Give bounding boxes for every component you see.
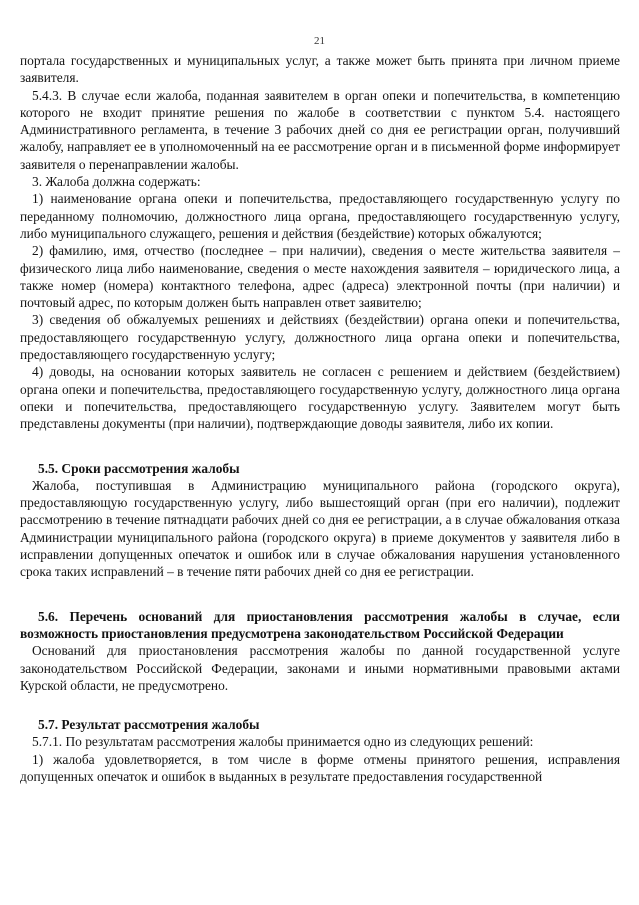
paragraph-3: 3. Жалоба должна содержать: <box>32 174 201 190</box>
paragraph-5-6: Оснований для приостановления рассмотрения жалобы по данной государственной услуге законодательством Российской Федерации, законами и иными нормативными правовыми актами Курской области, не предусмотрено. <box>20 643 620 693</box>
heading-5-5: 5.5. Сроки рассмотрения жалобы <box>38 460 240 476</box>
heading-5-7: 5.7. Результат рассмотрения жалобы <box>38 717 260 733</box>
list-item-3-2: 2) фамилию, имя, отчество (последнее – при наличии), сведения о месте жительства заявителя – физического лица либо наименование, сведения о месте нахождения заявителя – юридического лица, а также номер (номера) контактного телефона, адрес (адреса) электронной почты (при наличии) и почтовый адрес, по которым должен быть направлен ответ заявителю; <box>20 243 620 311</box>
list-item-5-7-1-1: 1) жалоба удовлетворяется, в том числе в форме отмены принятого решения, исправления допущенных опечаток и ошибок в выданных в результате предоставления государственной <box>20 751 620 784</box>
spacer <box>20 581 620 608</box>
page-number: 21 <box>314 35 325 47</box>
paragraph-continuation: портала государственных и муниципальных услуг, а также может быть принята при личном приеме заявителя. <box>20 53 620 86</box>
document-body <box>20 52 620 785</box>
list-item-3-1: 1) наименование органа опеки и попечительства, предоставляющего государственную услугу по переданному полномочию, должностного лица органа, предоставляющего государственную услугу, либо муниципального служащего, решения и действия (бездействие) которых обжалуются; <box>20 191 620 241</box>
paragraph-5-7-1: 5.7.1. По результатам рассмотрения жалобы принимается одно из следующих решений: <box>32 734 534 750</box>
spacer <box>20 433 620 460</box>
list-item-3-3: 3) сведения об обжалуемых решениях и действиях (бездействии) органа опеки и попечительства, предоставляющего государственную услугу, должностного лица органа опеки и попечительства, предоставляющего государственную услугу; <box>20 312 620 363</box>
heading-5-6: 5.6. Перечень оснований для приостановления рассмотрения жалобы в случае, если возможность приостановления предусмотрена законодательством Российской Федерации <box>20 608 620 641</box>
paragraph-5-5: Жалоба, поступившая в Администрацию муниципального района (городского округа), предоставляющую государственную услугу, либо вышестоящий орган (при его наличии), подлежит рассмотрению в течение пятнадцати рабочих дней со дня ее регистрации, а в случае обжалования отказа Администрации муниципального района (городского округа) в приеме документов у заявителя либо в исправлении допущенных опечаток и ошибок или в случае обжалования нарушения установленного срока таких исправлений – в течение пяти рабочих дней со дня ее регистрации. <box>20 477 620 580</box>
paragraph-5-4-3: 5.4.3. В случае если жалоба, поданная заявителем в орган опеки и попечительства, в компетенцию которого не входит принятие решения по жалобе в соответствии с пунктом 5.4. настоящего Административного регламента, в течение 3 рабочих дней со дня ее регистрации орган, получивший жалобу, направляет ее в уполномоченный на ее рассмотрение орган и в письменной форме информирует заявителя о перенаправлении жалобы. <box>20 87 620 172</box>
list-item-3-4: 4) доводы, на основании которых заявитель не согласен с решением и действием (бездействием) органа опеки и попечительства, предоставляющего государственную услугу, должностного лица органа опеки и попечительства, предоставляющего государственную услугу. Заявителем могут быть представлены документы (при наличии), подтверждающие доводы заявителя, либо их копии. <box>20 364 620 432</box>
spacer <box>20 694 620 716</box>
